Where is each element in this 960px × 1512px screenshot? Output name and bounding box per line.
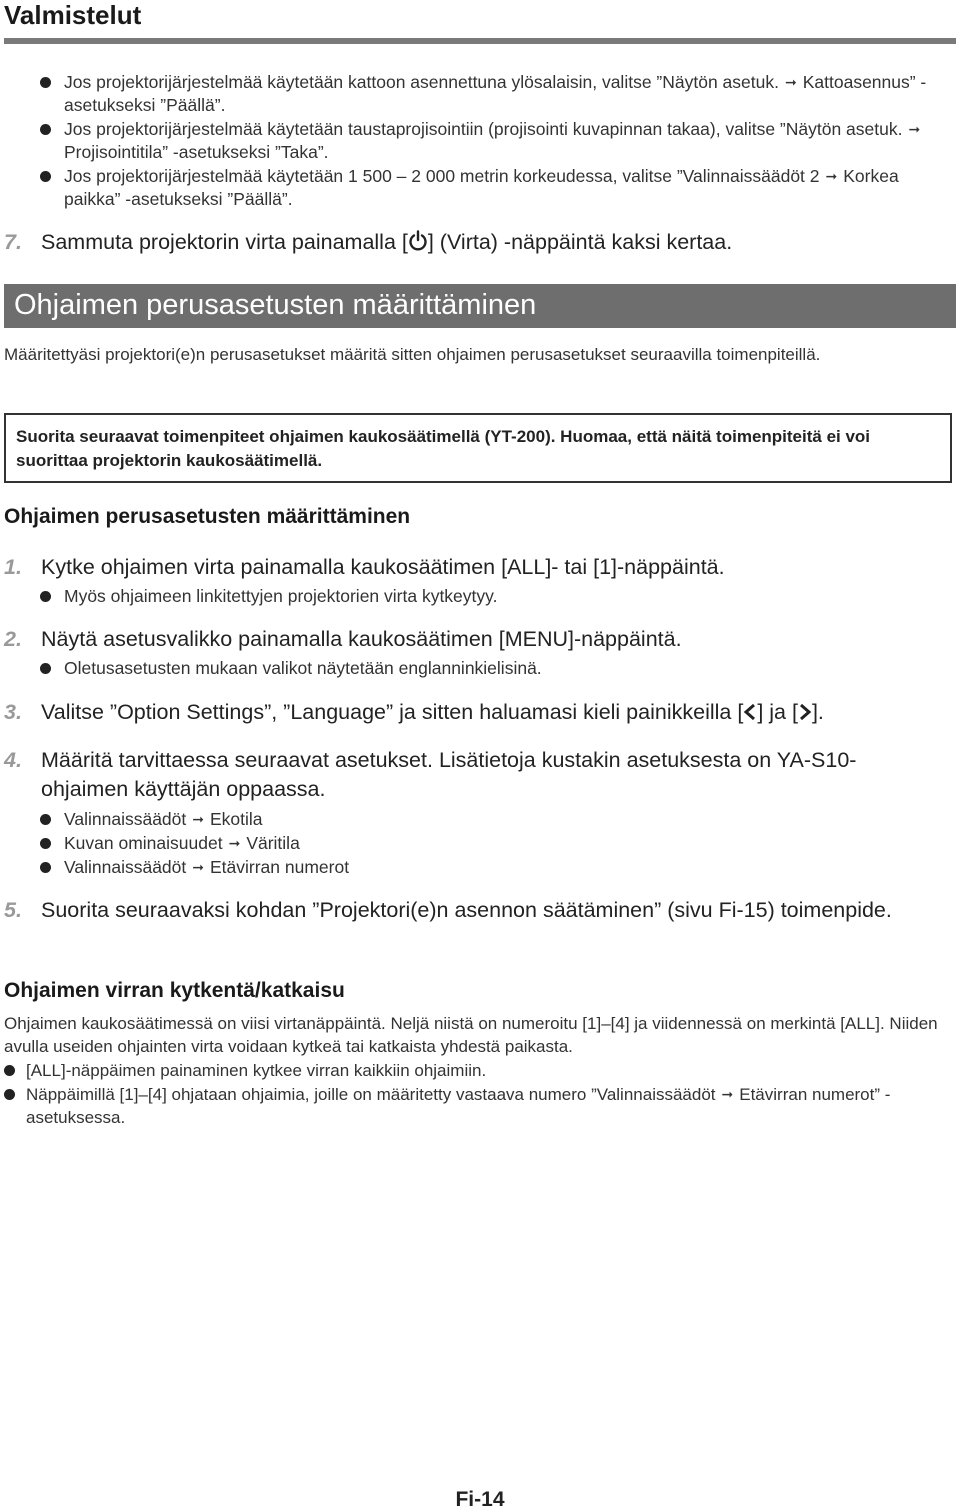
arrow-icon: ➞ (228, 835, 241, 851)
list-item (40, 808, 940, 831)
intro-paragraph: Määritettyäsi projektori(e)n perusasetukset määritä sitten ohjaimen perusasetukset seuraavilla toimenpiteillä. (4, 345, 821, 364)
step-5 (4, 896, 904, 925)
bullet-text: Oletusasetusten mukaan valikot näytetään englanninkielisinä. (64, 658, 542, 678)
step-text: ]. (811, 700, 824, 724)
bullet-text: Etävirran numerot (210, 857, 350, 877)
section-header (4, 284, 956, 328)
bullet-icon (40, 862, 51, 873)
bullet-text: Myös ohjaimeen linkitettyjen projektorien virta kytkeytyy. (64, 586, 498, 606)
step-text: Kytke ohjaimen virta painamalla kaukosäätimen [ALL]- tai [1]-näppäintä. (41, 555, 725, 579)
step-number: 2. (4, 627, 22, 651)
step-text: Määritä tarvittaessa seuraavat asetukset. Lisätietoja kustakin asetuksesta on YA-S10-ohjaimen käyttäjän oppaassa. (41, 748, 857, 801)
arrow-icon: ➞ (192, 811, 204, 827)
arrow-icon: ➞ (784, 74, 797, 90)
list-item (40, 832, 940, 855)
step-text: Sammuta projektorin virta painamalla [ (41, 230, 408, 254)
step-4 (4, 746, 904, 804)
step-number: 5. (4, 898, 22, 922)
step-text: ] (Virta) -näppäintä kaksi kertaa. (427, 230, 733, 254)
power-paragraph: Ohjaimen kaukosäätimessä on viisi virtanäppäintä. Neljä niistä on numeroitu [1]–[4] ja viidennessä on merkintä [ALL]. Niiden avulla useiden ohjainten virta voidaan kytkeä tai katkaista yhdestä paikasta. (4, 1014, 938, 1056)
bullet-text: Jos projektorijärjestelmää käytetään taustaprojisointiin (projisointi kuvapinnan takaa), valitse ”Näytön asetuk. (64, 119, 903, 139)
bullet-icon (40, 124, 51, 135)
bullet-icon (40, 838, 51, 849)
step-text: Näytä asetusvalikko painamalla kaukosäätimen [MENU]-näppäintä. (41, 627, 682, 651)
subheading: Ohjaimen perusasetusten määrittäminen (4, 505, 411, 528)
bullet-text: Valinnaissäädöt (64, 809, 187, 829)
bullet-icon (40, 591, 51, 602)
bullet-icon (40, 171, 51, 182)
bullet-icon (40, 77, 51, 88)
step-number: 1. (4, 555, 22, 579)
list-item (40, 165, 940, 211)
bullet-text: [ALL]-näppäimen painaminen kytkee virran kaikkiin ohjaimiin. (26, 1061, 487, 1080)
list-item (40, 71, 940, 117)
list-item (40, 657, 940, 680)
bullet-text: Kuvan ominaisuudet (64, 833, 223, 853)
subheading: Ohjaimen virran kytkentä/katkaisu (4, 979, 345, 1002)
step-text: Suorita seuraavaksi kohdan ”Projektori(e)n asennon säätäminen” (sivu Fi-15) toimenpide. (41, 898, 892, 922)
step-1 (4, 553, 944, 582)
page-number: Fi-14 (455, 1488, 505, 1511)
step-7 (4, 228, 944, 257)
bullet-icon (40, 663, 51, 674)
bullet-text: Jos projektorijärjestelmää käytetään kattoon asennettuna ylösalaisin, valitse ”Näytön asetuk. (64, 72, 779, 92)
step-number: 3. (4, 700, 22, 724)
arrow-icon: ➞ (825, 168, 838, 184)
list-item (4, 1083, 904, 1129)
bullet-text: Etävirran numerot” -asetuksessa. (26, 1085, 891, 1127)
note-box (4, 413, 952, 483)
list-item (40, 856, 940, 879)
bullet-text: Väritila (246, 833, 300, 853)
section-title: Ohjaimen perusasetusten määrittäminen (14, 289, 537, 321)
arrow-icon: ➞ (721, 1086, 734, 1102)
bullet-text: Ekotila (210, 809, 263, 829)
bullet-icon (40, 814, 51, 825)
list-item (4, 1059, 934, 1082)
arrow-icon: ➞ (908, 121, 921, 137)
step-text: Valitse ”Option Settings”, ”Language” ja sitten haluamasi kieli painikkeilla [ (41, 700, 744, 724)
list-item (40, 118, 940, 164)
power-icon (408, 230, 428, 252)
step-number: 7. (4, 230, 22, 254)
step-3 (4, 698, 954, 727)
bullet-text: Valinnaissäädöt (64, 857, 187, 877)
list-item (40, 585, 940, 608)
bullet-text: Kattoasennus” -asetukseksi ”Päällä”. (64, 72, 927, 115)
bullet-icon (4, 1089, 15, 1100)
bullet-text: Korkea paikka” -asetukseksi ”Päällä”. (64, 166, 899, 209)
step-text: ] ja [ (757, 700, 798, 724)
note-text: Suorita seuraavat toimenpiteet ohjaimen kaukosäätimellä (YT-200). Huomaa, että näitä toimenpiteitä ei voi suorittaa projektorin kaukosäätimellä. (16, 427, 871, 470)
title-rule (4, 38, 956, 44)
chevron-right-icon (798, 702, 812, 722)
bullet-text: Jos projektorijärjestelmää käytetään 1 500 – 2 000 metrin korkeudessa, valitse ”Valinnaissäädöt 2 (64, 166, 820, 186)
bullet-icon (4, 1065, 15, 1076)
bullet-text: Näppäimillä [1]–[4] ohjataan ohjaimia, joille on määritetty vastaava numero ”Valinnaissäädöt (26, 1085, 716, 1104)
page-title: Valmistelut (4, 0, 142, 30)
step-2 (4, 625, 944, 654)
chevron-left-icon (743, 702, 757, 722)
bullet-text: Projisointitila” -asetukseksi ”Taka”. (64, 142, 329, 162)
arrow-icon: ➞ (192, 859, 204, 875)
step-number: 4. (4, 748, 22, 772)
